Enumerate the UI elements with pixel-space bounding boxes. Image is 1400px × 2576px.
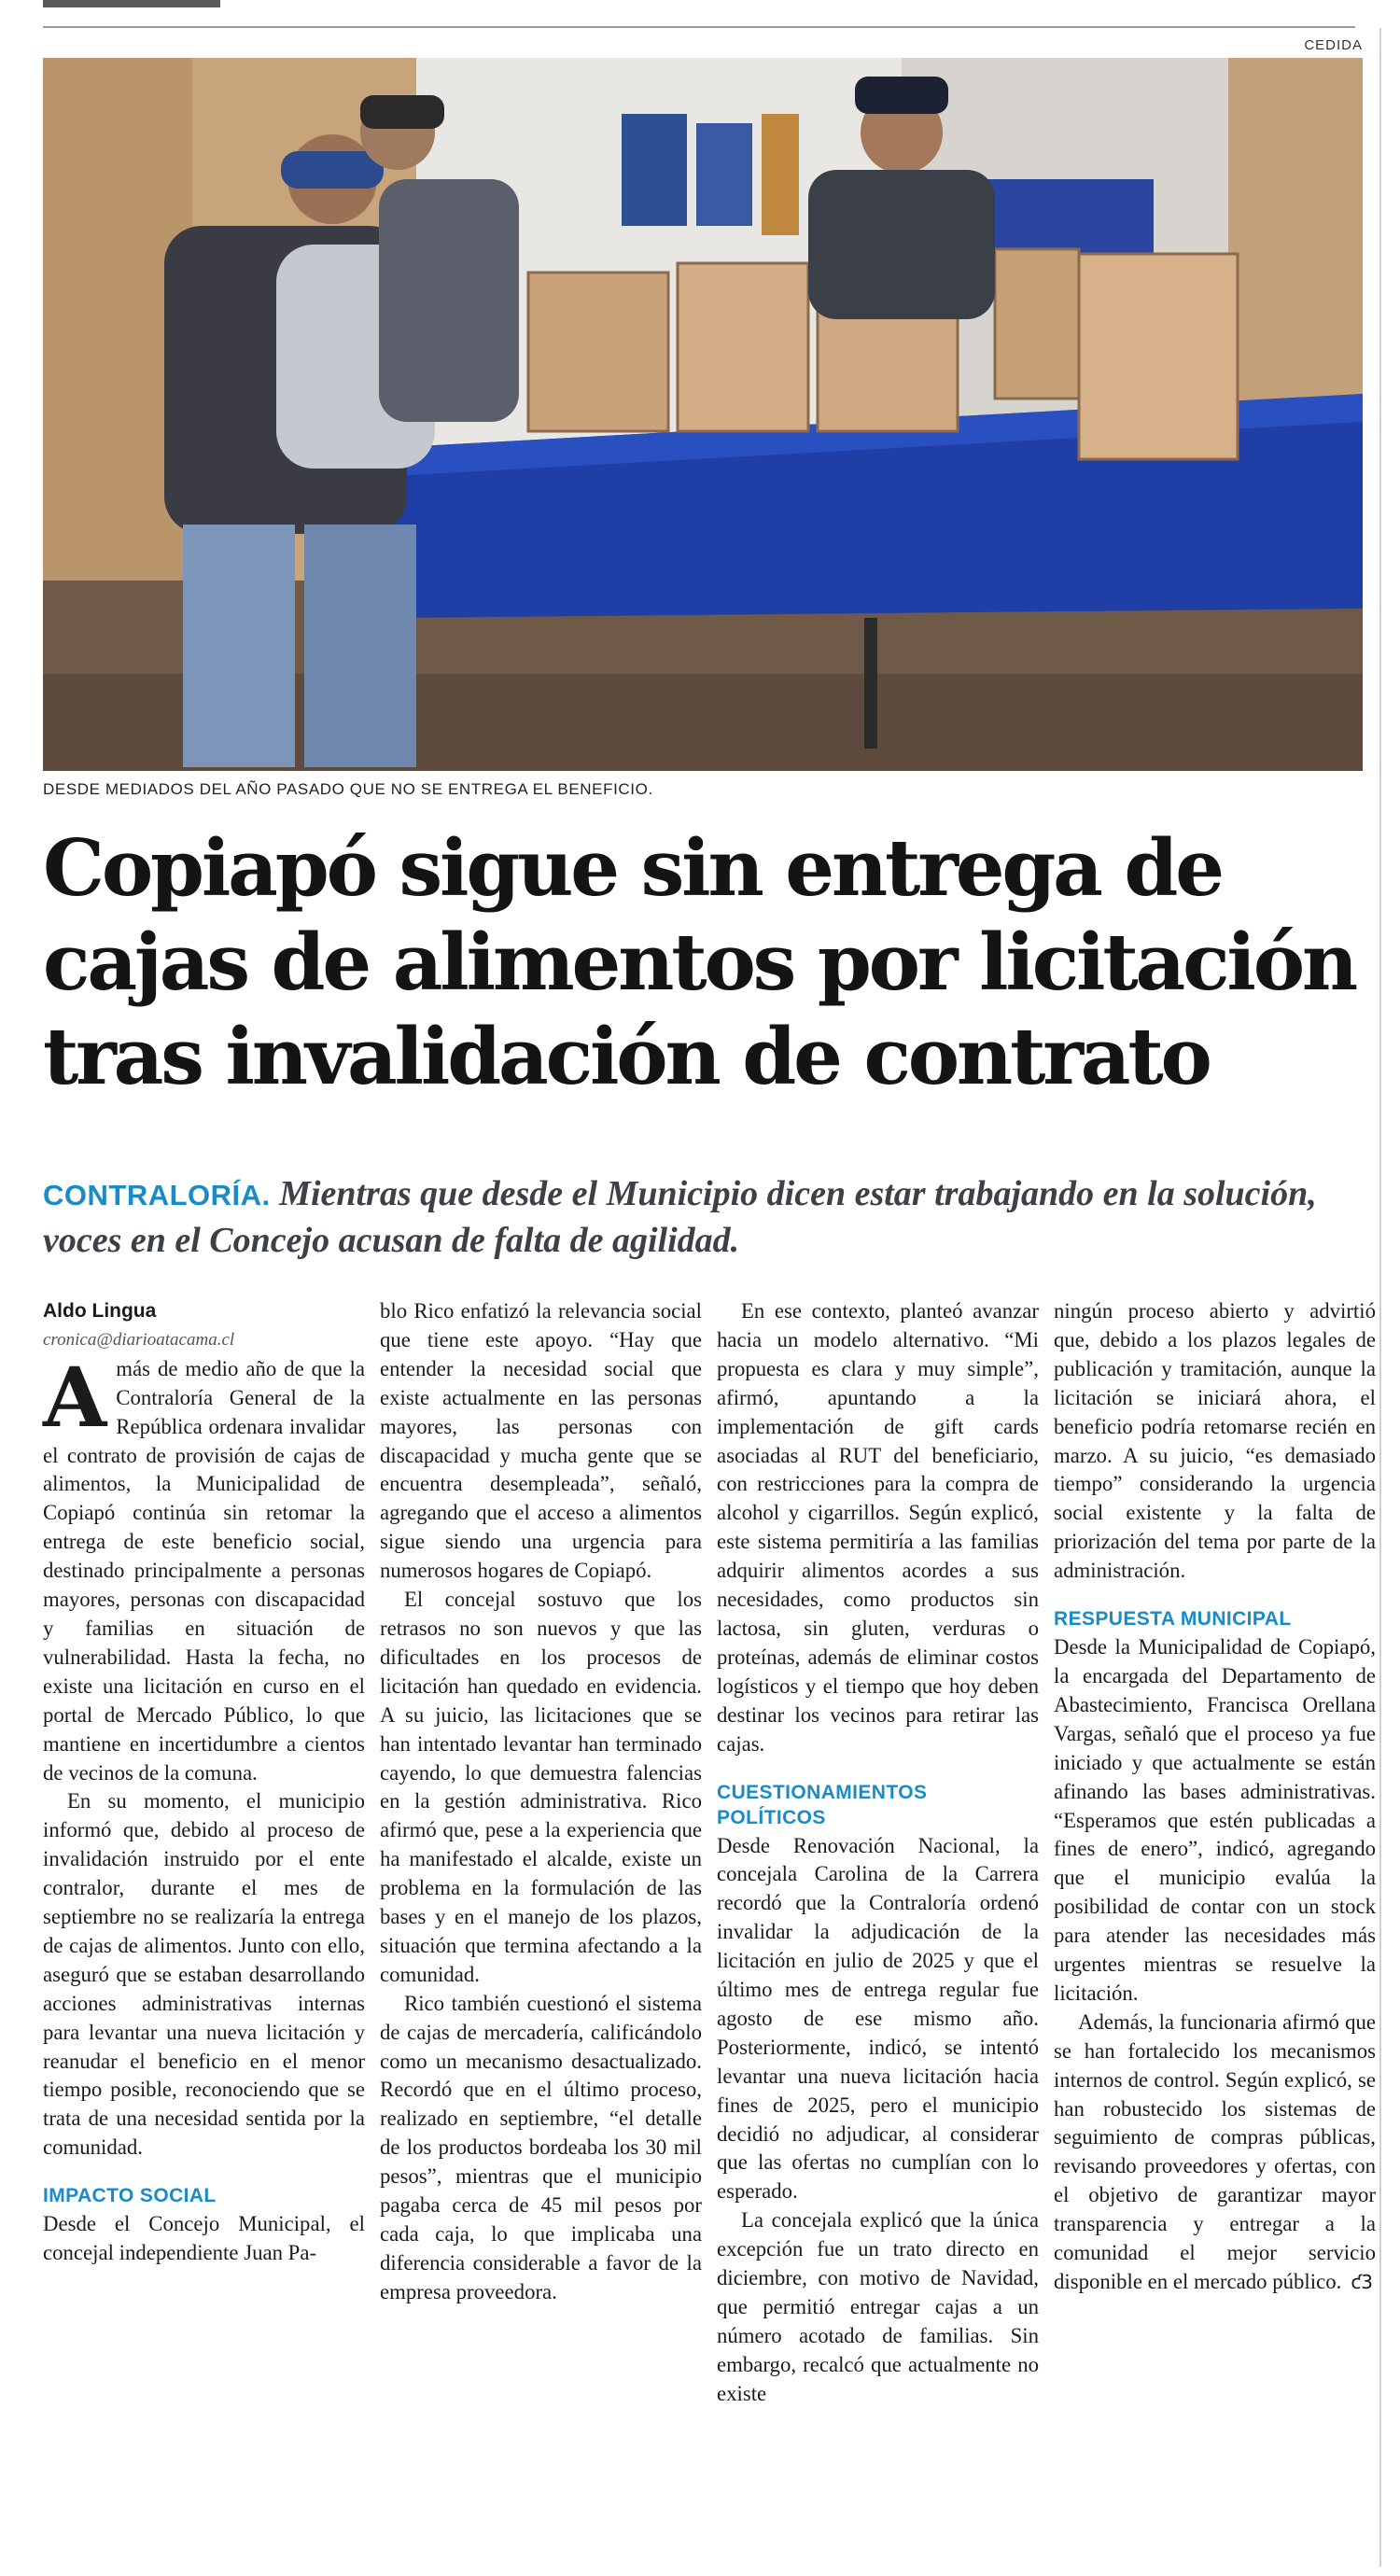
author-email: cronica@diarioatacama.cl	[43, 1329, 235, 1350]
paragraph	[43, 1348, 365, 1788]
section-tab	[43, 0, 220, 7]
subhead-cuestionamientos-politicos: CUESTIONAMIENTOS POLÍTICOS	[717, 1781, 928, 1828]
lead-label: CONTRALORÍA.	[43, 1179, 271, 1211]
paragraph: ningún proceso abierto y advirtió que, debido a los plazos legales de publicación y tramitación, aunque la licitación se iniciará ahora, el beneficio podría retomarse recién en marzo. A su juicio, “es demasiado tiempo” considerando la urgencia social existente y la falta de priorización del tema por parte de la administración.	[1054, 1299, 1376, 1583]
paragraph: Desde la Municipalidad de Copiapó, la encargada del Departamento de Abastecimiento, Francisca Orellana Vargas, señaló que el proceso ya fue iniciado y que actualmente se están afinando las bases administrativas. “Esperamos que estén publicadas a fines de enero”, indicó, agregando que el municipio evalúa la posibilidad de contar con un stock para atender las necesidades más urgentes mientras se resuelve la licitación.	[1054, 1635, 1376, 2005]
paragraph: En su momento, el municipio informó que, debido al proceso de invalidación instruido por el ente contralor, durante el mes de septiembre no se realizaría la entrega de cajas de alimentos. Junto con ello, aseguró que se estaban desarrollando acciones administrativas internas para levantar una nueva licitación y reanudar el beneficio en el menor tiempo posible, reconociendo que se trata de una necesidad sentida por la comunidad.	[43, 1789, 365, 2160]
column-4	[1054, 1297, 1376, 2297]
paragraph: Rico también cuestionó el sistema de cajas de mercadería, calificándolo como un mecanismo desactualizado. Recordó que en el último proceso, realizado en septiembre, “el detalle de los productos bordeaba los 30 mil pesos”, mientras que el municipio pagaba cerca de 45 mil pesos por cada caja, lo que implicaba una diferencia considerable a favor de la empresa proveedora.	[380, 1991, 702, 2303]
column-3	[717, 1297, 1039, 2409]
paragraph-text: Además, la funcionaria afirmó que se han fortalecido los mecanismos internos de control. Según explicó, se han robustecido los sistemas de seguimiento de compras públicas, revisando proveedores y ofertas, con el objetivo de garantizar mayor transparencia y entregar a la comunidad el mejor servicio disponible en el mercado público.	[1054, 2009, 1376, 2293]
paragraph: blo Rico enfatizó la relevancia social que tiene este apoyo. “Hay que entender la necesidad social que existe actualmente en las personas mayores, las personas con discapacidad y mucha gente que se encuentra desempleada”, señaló, agregando que el acceso a alimentos sigue siendo una urgencia para numerosos hogares de Copiapó.	[380, 1299, 702, 1583]
lead	[43, 1171, 1363, 1263]
paragraph-text: más de medio año de que la Contraloría General de la República ordenara invalidar el contrato de provisión de cajas de alimentos, la Municipalidad de Copiapó continúa sin retomar la entrega de este beneficio social, destinado principalmente a personas mayores, personas con discapacidad y familias en situación de vulnerabilidad. Hasta la fecha, no existe una licitación en curso en el portal de Mercado Público, lo que mantiene en incertidumbre a cientos de vecinos de la comuna.	[43, 1356, 365, 1785]
subhead-impacto-social: IMPACTO SOCIAL	[43, 2185, 217, 2207]
author-name: Aldo Lingua	[43, 1300, 157, 1322]
paragraph: Desde Renovación Nacional, la concejala Carolina de la Carrera recordó que la Contraloría ordenó invalidar la adjudicación de la licitación en julio de 2025 y que el último mes de entrega regular fue agosto de ese mismo año. Posteriormente, indicó, se intentó levantar una nueva licitación hacia fines de 2025, pero el municipio decidió no adjudicar, al considerar que las ofertas no cumplían con lo esperado.	[717, 1833, 1039, 2204]
paragraph	[1054, 2009, 1376, 2297]
end-mark-icon: ƈ3	[1351, 2271, 1374, 2293]
column-rule	[1379, 28, 1381, 2567]
subhead-respuesta-municipal: RESPUESTA MUNICIPAL	[1054, 1608, 1292, 1631]
photo-credit: CEDIDA	[1304, 37, 1363, 53]
column-2	[380, 1297, 702, 2307]
paragraph: El concejal sostuvo que los retrasos no son nuevos y que las dificultades en los procesos de licitación han quedado en evidencia. A su juicio, las licitaciones que se han intentado levantar han terminado cayendo, lo que demuestra falencias en la gestión administrativa. Rico afirmó que, pese a la experiencia que ha manifestado el alcalde, existe un problema en la formulación de las bases y en el manejo de los plazos, situación que termina afectando a la comunidad.	[380, 1588, 702, 1986]
paragraph: La concejala explicó que la única excepción fue un trato directo en diciembre, con motivo de Navidad, que permitió entregar cajas a un número acotado de familias. Sin embargo, recalcó que actualmente no existe	[717, 2208, 1039, 2405]
photo-caption: DESDE MEDIADOS DEL AÑO PASADO QUE NO SE ENTREGA EL BENEFICIO.	[43, 780, 653, 798]
article-photo	[43, 58, 1363, 771]
column-1	[43, 1297, 365, 2268]
drop-cap: A	[43, 1348, 107, 1446]
top-rule	[43, 26, 1355, 28]
headline: Copiapó sigue sin entrega de cajas de alimentos por licitación tras invalidación de contrato	[43, 822, 1356, 1102]
lead-text: Mientras que desde el Municipio dicen estar trabajando en la solución, voces en el Concejo acusan de falta de agilidad.	[43, 1174, 1317, 1260]
paragraph: Desde el Concejo Municipal, el concejal independiente Juan Pa-	[43, 2212, 365, 2265]
paragraph: En ese contexto, planteó avanzar hacia un modelo alternativo. “Mi propuesta es clara y muy simple”, afirmó, apuntando a la implementación de gift cards asociadas al RUT del beneficiario, con restricciones para la compra de alcohol y cigarrillos. Según explicó, este sistema permitiría a las familias adquirir alimentos acordes a sus necesidades, como productos sin lactosa, sin gluten, verduras o proteínas, además de eliminar costos logísticos y el tiempo que hoy deben destinar los vecinos para retirar las cajas.	[717, 1299, 1039, 1756]
photo-illustration	[43, 58, 1363, 771]
